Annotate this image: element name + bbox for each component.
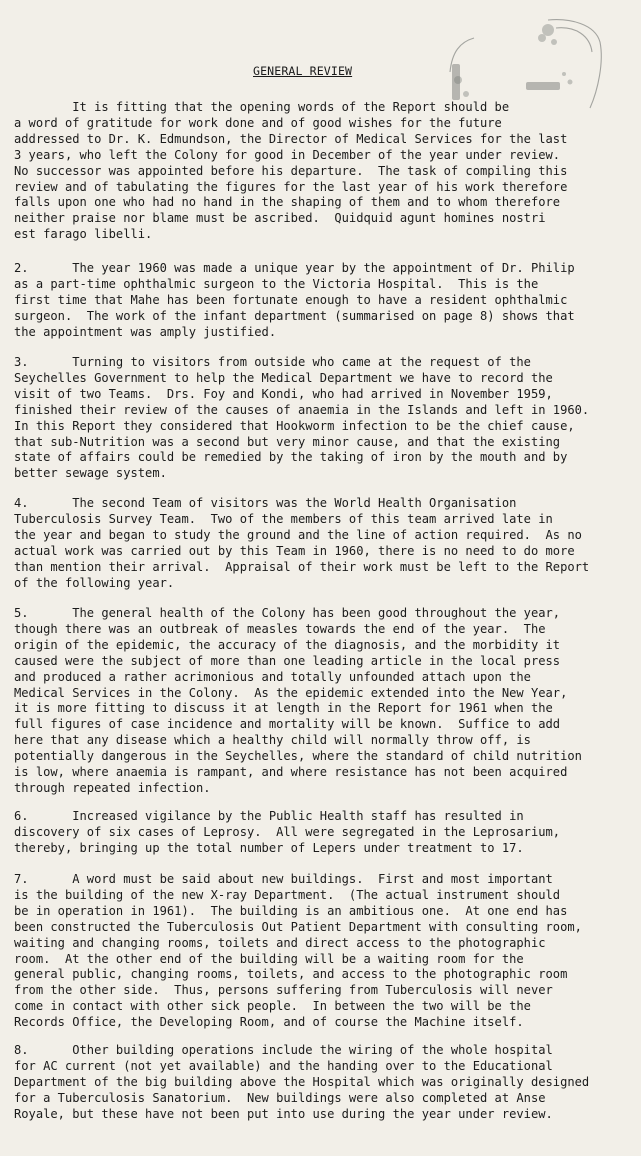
text-line: 5. The general health of the Colony has been good throughout the year, [14,606,561,620]
text-line: Tuberculosis Survey Team. Two of the members of this team arrived late in [14,511,553,526]
text-line: is the building of the new X-ray Department. (The actual instrument should [14,887,561,902]
text-line: neither praise nor blame must be ascribed. Quidquid agunt homines nostri [14,211,546,226]
text-line: Records Office, the Developing Room, and of course the Machine itself. [14,1015,524,1030]
text-line: the year and began to study the ground and the line of action required. As no [14,527,582,542]
paragraph-8 [14,1043,630,1123]
text-line: est farago libelli. [14,227,153,242]
text-line: full figures of case incidence and mortality will be known. Suffice to add [14,717,561,732]
text-line: come in contact with other sick people. In between the two will be the [14,999,531,1014]
text-line: been constructed the Tuberculosis Out Patient Department with consulting room, [14,919,582,934]
text-line: a word of gratitude for work done and of good wishes for the future [14,115,502,130]
text-line: the appointment was amply justified. [14,324,277,339]
text-line: caused were the subject of more than one leading article in the local press [14,653,561,668]
text-line: through repeated infection. [14,780,211,795]
paragraph-4 [14,496,630,591]
text-line: first time that Mahe has been fortunate enough to have a resident ophthalmic [14,292,568,307]
text-line: general public, changing rooms, toilets, and access to the photographic room [14,967,568,982]
text-line: better sewage system. [14,466,167,481]
paragraph-2 [14,261,630,341]
text-line: that sub-Nutrition was a second but very minor cause, and that the existing [14,434,561,449]
paragraph-3 [14,355,630,482]
paragraph-1 [14,100,630,243]
text-line: than mention their arrival. Appraisal of their work must be left to the Report [14,559,590,574]
text-line: be in operation in 1961). The building is an ambitious one. At one end has [14,903,568,918]
text-line: Medical Services in the Colony. As the epidemic extended into the New Year, [14,685,568,700]
text-line: waiting and changing rooms, toilets and direct access to the photographic [14,935,546,950]
text-line: here that any disease which a healthy child will normally throw off, is [14,733,531,748]
text-line: 4. The second Team of visitors was the World Health Organisation [14,496,517,510]
text-line: state of affairs could be remedied by the taking of iron by the mouth and by [14,450,568,465]
text-line: actual work was carried out by this Team in 1960, there is no need to do more [14,543,575,558]
paragraph-6 [14,809,630,857]
text-line: review and of tabulating the figures for the last year of his work therefore [14,179,568,194]
text-line: from the other side. Thus, persons suffering from Tuberculosis will never [14,983,553,998]
text-line: potentially dangerous in the Seychelles, where the standard of child nutrition [14,749,582,764]
text-line: 3 years, who left the Colony for good in December of the year under review. [14,147,561,162]
text-line: though there was an outbreak of measles towards the end of the year. The [14,621,546,636]
text-line: 8. Other building operations include the wiring of the whole hospital [14,1043,553,1057]
text-line: room. At the other end of the building will be a waiting room for the [14,951,524,966]
text-line: it is more fitting to discuss it at length in the Report for 1961 when the [14,701,553,716]
text-line: and produced a rather acrimonious and totally unfounded attach upon the [14,669,531,684]
text-line: No successor was appointed before his departure. The task of compiling this [14,163,568,178]
text-line: is low, where anaemia is rampant, and where resistance has not been acquired [14,765,568,780]
text-line: addressed to Dr. K. Edmundson, the Director of Medical Services for the last [14,131,568,146]
text-line: visit of two Teams. Drs. Foy and Kondi, who had arrived in November 1959, [14,386,553,401]
text-line: 2. The year 1960 was made a unique year by the appointment of Dr. Philip [14,261,575,275]
text-line: Department of the big building above the Hospital which was originally designed [14,1074,590,1089]
text-line: origin of the epidemic, the accuracy of the diagnosis, and the morbidity it [14,637,561,652]
text-line: It is fitting that the opening words of the Report should be [14,100,510,114]
page-title: GENERAL REVIEW [253,64,353,78]
paragraph-7 [14,872,630,1031]
paragraph-5 [14,606,630,797]
text-line: as a part-time ophthalmic surgeon to the Victoria Hospital. This is the [14,276,539,291]
text-line: Royale, but these have not been put into use during the year under review. [14,1106,553,1121]
text-line: 3. Turning to visitors from outside who came at the request of the [14,355,531,369]
text-line: falls upon one who had no hand in the shaping of them and to whom therefore [14,195,561,210]
text-line: for a Tuberculosis Sanatorium. New buildings were also completed at Anse [14,1090,546,1105]
text-line: finished their review of the causes of anaemia in the Islands and left in 1960. [14,402,590,417]
text-line: 6. Increased vigilance by the Public Health staff has resulted in [14,809,524,823]
text-line: thereby, bringing up the total number of Lepers under treatment to 17. [14,840,524,855]
text-line: for AC current (not yet available) and the handing over to the Educational [14,1058,553,1073]
text-line: 7. A word must be said about new buildings. First and most important [14,872,553,886]
text-line: Seychelles Government to help the Medical Department we have to record the [14,370,553,385]
text-line: In this Report they considered that Hookworm infection to be the chief cause, [14,418,575,433]
text-line: surgeon. The work of the infant department (summarised on page 8) shows that [14,308,575,323]
text-line: discovery of six cases of Leprosy. All were segregated in the Leprosarium, [14,824,561,839]
text-line: of the following year. [14,575,175,590]
